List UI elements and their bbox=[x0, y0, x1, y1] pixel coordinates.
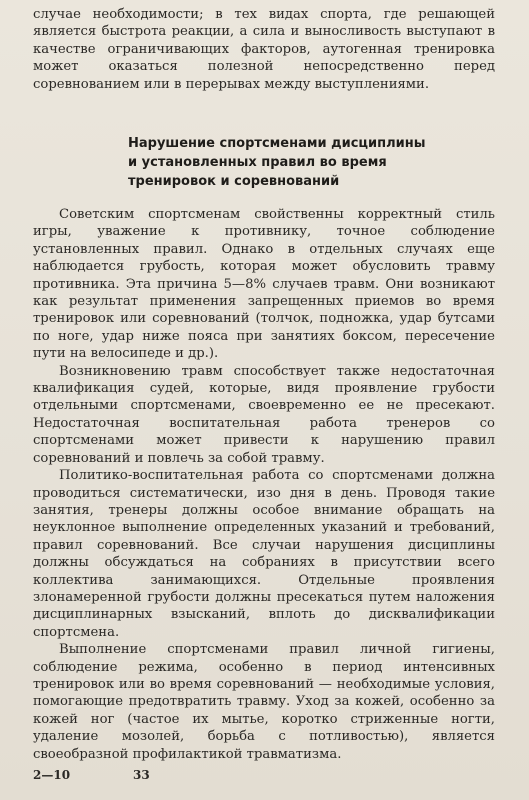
heading-line-1: Нарушение спортсменами дисциплины bbox=[128, 136, 426, 151]
body-paragraph-1: Советским спортсменам свойственны корректный стиль игры, уважение к противнику, точное соблюдение установленных правил. Однако в отдельных случаях еще наблюдается грубость, которая может обусловить травму противника. Эта причина 5—8% случаев травм. Они возникают как результат применения запрещенных приемов во время тренировок или соревнований (толчок, подножка, удар бутсами по ноге, удар ниже пояса при занятиях боксом, пересечение пути на велосипеде и др.). bbox=[33, 207, 495, 362]
intro-paragraph: случае необходимости; в тех видах спорта, где решающей является быстрота реакции, а сила и выносливость выступают в качестве ограничивающих факторов, аутогенная тренировка может оказаться полезной непосредственно перед соревнованием или в перерывах между выступлениями. bbox=[33, 7, 495, 92]
printer-signature: 2—10 bbox=[33, 768, 71, 782]
body-paragraph-2: Возникновению травм способствует также недостаточная квалификация судей, которые, видя проявление грубости отдельными спортсменами, своевременно ее не пресекают. Недостаточная воспитательная работа тренеров со спортсменами может привести к нарушению правил соревнований и повлечь за собой травму. bbox=[33, 363, 495, 466]
body-paragraph-3: Политико-воспитательная работа со спортсменами должна проводиться систематически, изо дня в день. Проводя такие занятия, тренеры должны особое внимание обращать на неуклонное выполнение определенных указаний и требований, правил соревнований. Все случаи нарушения дисциплины должны обсуждаться на собраниях в присутствии всего коллектива занимающихся. Отдельные проявления злонамеренной грубости должны пресекаться путем наложения дисциплинарных взысканий, вплоть до дисквалификации спортсмена. bbox=[33, 468, 495, 640]
heading-line-2: и установленных правил во время bbox=[128, 155, 387, 170]
section-heading bbox=[128, 134, 468, 191]
page-number: 33 bbox=[133, 768, 150, 782]
intro-text-block bbox=[33, 6, 495, 93]
heading-line-3: тренировок и соревнований bbox=[128, 174, 340, 189]
body-paragraph-4: Выполнение спортсменами правил личной гигиены, соблюдение режима, особенно в период интенсивных тренировок или во время соревнований — необходимые условия, помогающие предотвратить травму. Уход за кожей, особенно за кожей ног (частое их мытье, коротко стриженные ногти, удаление мозолей, борьба с потливостью), является своеобразной профилактикой травматизма. bbox=[33, 642, 495, 762]
section-body bbox=[33, 206, 495, 763]
